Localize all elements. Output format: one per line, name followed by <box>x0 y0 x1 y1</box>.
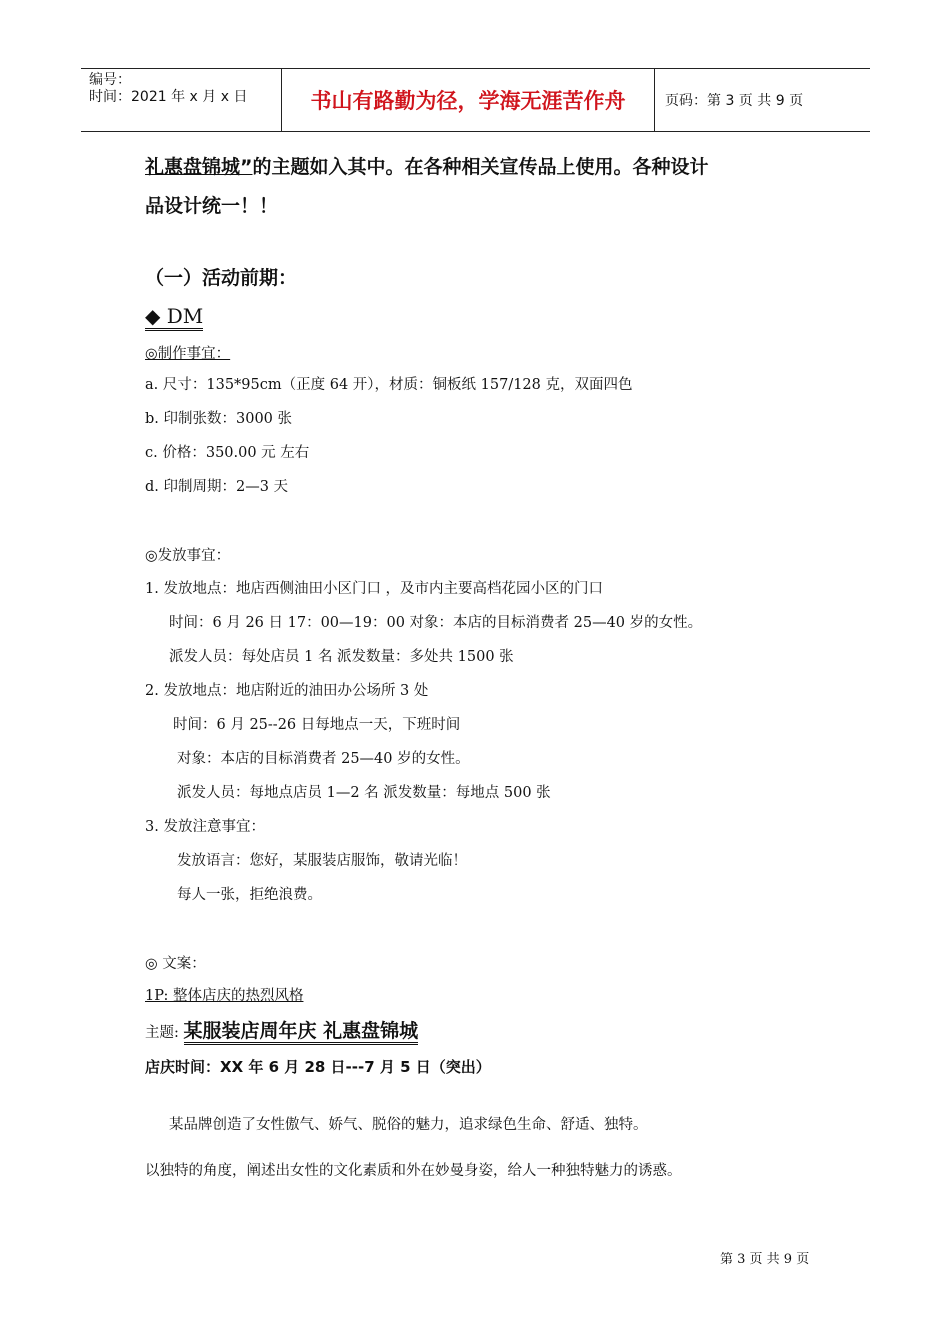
page-info: 页码：第 3 页 共 9 页 <box>665 93 804 109</box>
page-footer: 第 3 页 共 9 页 <box>720 1252 810 1267</box>
production-item: d. 印制周期：2—3 天 <box>145 479 289 495</box>
copy-paragraph: 以独特的角度，阐述出女性的文化素质和外在妙曼身姿，给人一种独特魅力的诱惑。 <box>145 1163 682 1179</box>
distribution-line: 1. 发放地点：地店西侧油田小区门口 ，及市内主要高档花园小区的门口 <box>145 581 604 597</box>
production-item: c. 价格：350.00 元 左右 <box>145 445 310 461</box>
production-item: b. 印制张数：3000 张 <box>145 411 293 427</box>
copy-title: ◎ 文案： <box>145 956 206 972</box>
theme-line <box>145 1018 418 1046</box>
distribution-title: ◎发放事宜： <box>145 548 231 564</box>
distribution-line: 发放语言：您好，某服装店服饰，敬请光临！ <box>177 853 467 869</box>
date-label: 时间：2021 年 x 月 x 日 <box>89 89 248 105</box>
distribution-line: 每人一张，拒绝浪费。 <box>177 887 322 903</box>
intro-rest: 的主题如入其中。在各种相关宣传品上使用。各种设计 <box>252 156 709 178</box>
distribution-line: 3. 发放注意事宜： <box>145 819 265 835</box>
distribution-line: 时间：6 月 25--26 日每地点一天，下班时间 <box>173 717 461 733</box>
intro-line-1 <box>145 157 709 177</box>
header-table <box>81 68 870 132</box>
distribution-line: 2. 发放地点：地店附近的油田办公场所 3 处 <box>145 683 429 699</box>
motto: 书山有路勤为径，学海无涯苦作舟 <box>282 69 655 131</box>
distribution-line: 派发人员：每地点店员 1—2 名 派发数量：每地点 500 张 <box>177 785 551 801</box>
date-line: 店庆时间：XX 年 6 月 28 日---7 月 5 日（突出） <box>145 1058 491 1076</box>
distribution-line: 时间：6 月 26 日 17：00—19：00 对象：本店的目标消费者 25—40 岁的女性。 <box>169 615 703 631</box>
theme-label: 主题: <box>145 1025 179 1041</box>
dm-heading: ◆ DM <box>145 304 203 328</box>
header-left-cell <box>81 69 282 131</box>
distribution-line: 派发人员：每处店员 1 名 派发数量：多处共 1500 张 <box>169 649 514 665</box>
production-item: a. 尺寸：135*95cm（正度 64 开），材质：铜板纸 157/128 克，双面四色 <box>145 377 633 393</box>
theme-value: 某服装店周年庆 礼惠盘锦城 <box>184 1020 419 1045</box>
copy-p1: 1P: 整体店庆的热烈风格 <box>145 988 304 1004</box>
copy-paragraph: 某品牌创造了女性傲气、娇气、脱俗的魅力，追求绿色生命、舒适、独特。 <box>169 1117 648 1133</box>
distribution-line: 对象：本店的目标消费者 25—40 岁的女性。 <box>177 751 470 767</box>
production-title: ◎制作事宜： <box>145 346 231 362</box>
intro-underlined: 礼惠盘锦城” <box>145 156 253 178</box>
intro-line-2: 品设计统一！！ <box>145 195 279 217</box>
number-label: 编号： <box>89 72 131 88</box>
section-title: （一）活动前期： <box>145 267 298 289</box>
